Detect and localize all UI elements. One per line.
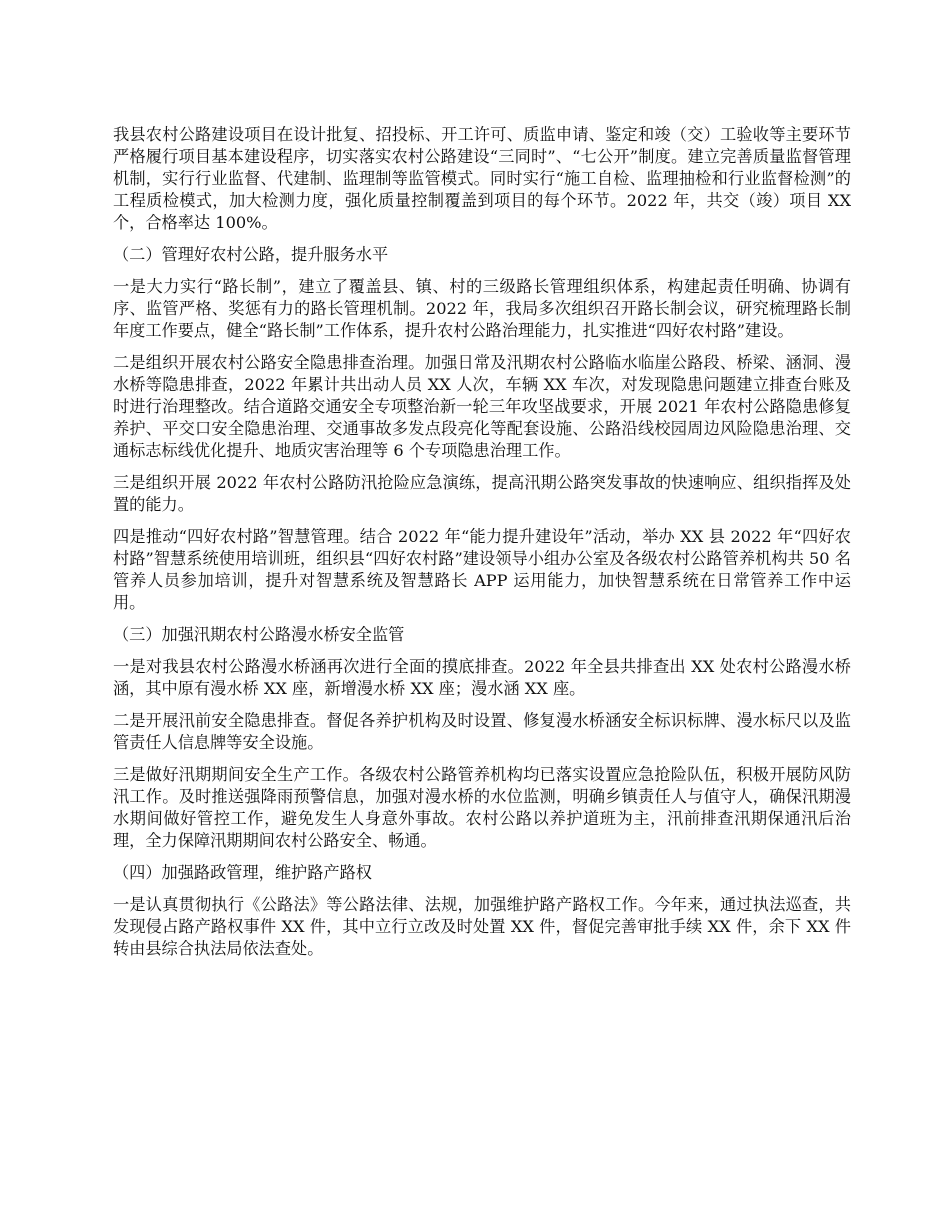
paragraph-construction-procedure: 我县农村公路建设项目在设计批复、招投标、开工许可、质监申请、鉴定和竣（交）工验收等主要环节严格履行项目基本建设程序，切实落实农村公路建设“三同时”、“七公开”制度。建立完善质量监督管理机制，实行行业监督、代建制、监理制等监管模式。同时实行“施工自检、监理抽检和行业监督检测”的工程质检模式，加大检测力度，强化质量控制覆盖到项目的每个环节。2022 年，共交（竣）项目 XX 个，合格率达 100%。 (113, 125, 851, 232)
paragraph-hazard-inspection: 二是组织开展农村公路安全隐患排查治理。加强日常及汛期农村公路临水临崖公路段、桥梁、涵洞、漫水桥等隐患排查，2022 年累计共出动人员 XX 人次，车辆 XX 车次，对发现隐患问题建立排查台账及时进行治理整改。结合道路交通安全专项整治新一轮三年攻坚战要求，开展 2021 年农村公路隐患修复养护、平交口安全隐患治理、交通事故多发点段亮化等配套设施、公路沿线校园周边风险隐患治理、交通标志标线优化提升、地质灾害治理等 6 个专项隐患治理工作。 (113, 353, 851, 460)
paragraph-flood-safety: 三是做好汛期期间安全生产工作。各级农村公路管养机构均已落实设置应急抢险队伍，积极开展防风防汛工作。及时推送强降雨预警信息，加强对漫水桥的水位监测，明确乡镇责任人与值守人，确保汛期漫水期间做好管控工作，避免发生人身意外事故。农村公路以养护道班为主，汛前排查汛期保通汛后治理，全力保障汛期期间农村公路安全、畅通。 (113, 765, 851, 850)
paragraph-pre-flood-inspection: 二是开展汛前安全隐患排查。督促各养护机构及时设置、修复漫水桥涵安全标识标牌、漫水标尺以及监管责任人信息牌等安全设施。 (113, 711, 851, 752)
section-heading-4: （四）加强路政管理，维护路产路权 (113, 863, 372, 882)
paragraph-road-law-enforcement: 一是认真贯彻执行《公路法》等公路法律、法规，加强维护路产路权工作。今年来，通过执法巡查，共发现侵占路产路权事件 XX 件，其中立行立改及时处置 XX 件，督促完善审批手续 XX 件，余下 XX 件转由县综合执法局依法查处。 (113, 895, 851, 958)
document-body (113, 124, 851, 970)
paragraph-bridge-survey: 一是对我县农村公路漫水桥涵再次进行全面的摸底排查。2022 年全县共排查出 XX 处农村公路漫水桥涵，其中原有漫水桥 XX 座，新增漫水桥 XX 座；漫水涵 XX 座。 (113, 657, 851, 698)
paragraph-flood-drill: 三是组织开展 2022 年农村公路防汛抢险应急演练，提高汛期公路突发事故的快速响应、组织指挥及处置的能力。 (113, 473, 851, 514)
section-heading-2: （二）管理好农村公路，提升服务水平 (113, 245, 389, 264)
paragraph-road-chief-system: 一是大力实行“路长制”，建立了覆盖县、镇、村的三级路长管理组织体系，构建起责任明确、协调有序、监管严格、奖惩有力的路长管理机制。2022 年，我局多次组织召开路长制会议，研究梳理路长制年度工作要点，健全“路长制”工作体系，提升农村公路治理能力，扎实推进“四好农村路”建设。 (113, 277, 851, 340)
section-heading-3: （三）加强汛期农村公路漫水桥安全监管 (113, 625, 405, 644)
paragraph-smart-management: 四是推动“四好农村路”智慧管理。结合 2022 年“能力提升建设年”活动，举办 XX 县 2022 年“四好农村路”智慧系统使用培训班，组织县“四好农村路”建设领导小组办公室及各级农村公路管养机构共 50 名管养人员参加培训，提升对智慧系统及智慧路长 APP 运用能力，加快智慧系统在日常管养工作中运用。 (113, 527, 851, 612)
